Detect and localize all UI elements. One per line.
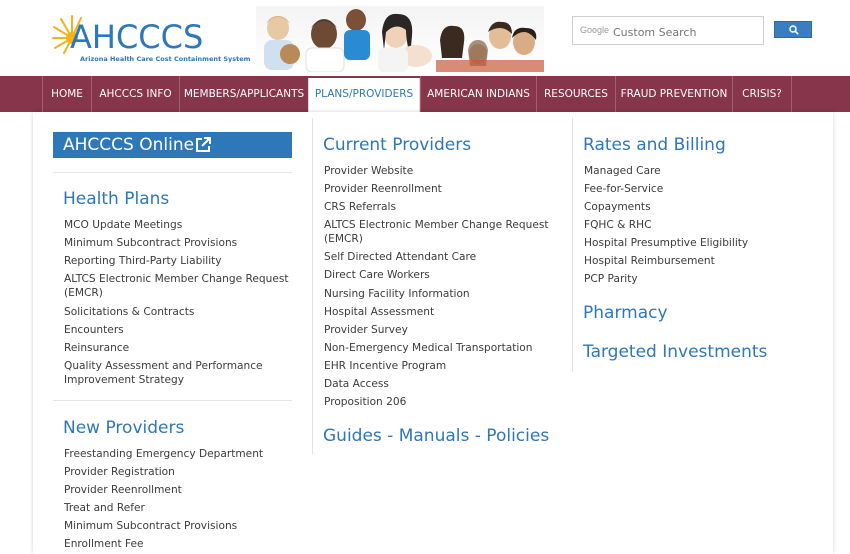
menu-link-self-directed-attendant-care[interactable]: Self Directed Attendant Care <box>324 251 477 263</box>
menu-link-provider-reenrollment[interactable]: Provider Reenrollment <box>324 183 442 195</box>
ahcccs-online-button[interactable] <box>53 132 292 158</box>
menu-link-altcs-emcr[interactable]: ALTCS Electronic Member Change Request (EMCR) <box>324 219 549 245</box>
menu-link-proposition-206[interactable]: Proposition 206 <box>324 396 407 408</box>
menu-link-reinsurance[interactable]: Reinsurance <box>64 342 130 354</box>
menu-link-pcp-parity[interactable]: PCP Parity <box>584 273 638 285</box>
menu-link-quality-assessment[interactable]: Quality Assessment and Performance Improvement Strategy <box>64 360 263 386</box>
column-divider <box>312 118 313 454</box>
menu-link-copayments[interactable]: Copayments <box>584 201 651 213</box>
menu-link-provider-reenrollment[interactable]: Provider Reenrollment <box>64 484 182 496</box>
menu-link-fee-for-service[interactable]: Fee-for-Service <box>584 183 664 195</box>
column-divider <box>572 118 573 372</box>
main-nav <box>0 76 850 112</box>
site-header <box>0 0 850 76</box>
menu-link-ehr-incentive-program[interactable]: EHR Incentive Program <box>324 360 447 372</box>
menu-link-non-emergency-medical-transportation[interactable]: Non-Emergency Medical Transportation <box>324 342 533 354</box>
external-link-icon <box>195 137 211 153</box>
menu-link-provider-survey[interactable]: Provider Survey <box>324 324 408 336</box>
menu-link-provider-registration[interactable]: Provider Registration <box>64 466 175 478</box>
menu-link-mco-update-meetings[interactable]: MCO Update Meetings <box>64 219 183 231</box>
menu-link-data-access[interactable]: Data Access <box>324 378 389 390</box>
nav-item-fraud-prevention[interactable]: FRAUD PREVENTION <box>615 76 732 112</box>
menu-link-crs-referrals[interactable]: CRS Referrals <box>324 201 396 213</box>
nav-item-plans-providers[interactable]: PLANS/PROVIDERS <box>308 78 420 112</box>
guides-manuals-policies-heading[interactable]: Guides - Manuals - Policies <box>323 426 550 446</box>
menu-link-hospital-presumptive-eligibility[interactable]: Hospital Presumptive Eligibility <box>584 237 749 249</box>
menu-link-managed-care[interactable]: Managed Care <box>584 165 661 177</box>
menu-link-hospital-assessment[interactable]: Hospital Assessment <box>324 306 435 318</box>
menu-link-solicitations-contracts[interactable]: Solicitations & Contracts <box>64 306 195 318</box>
menu-link-provider-website[interactable]: Provider Website <box>324 165 414 177</box>
new-providers-heading[interactable]: New Providers <box>63 418 185 438</box>
menu-link-hospital-reimbursement[interactable]: Hospital Reimbursement <box>584 255 715 267</box>
menu-link-freestanding-emergency-department[interactable]: Freestanding Emergency Department <box>64 448 264 460</box>
menu-link-fqhc-rhc[interactable]: FQHC & RHC <box>584 219 652 231</box>
ahcccs-online-label: AHCCCS Online <box>63 135 195 155</box>
nav-item-members-applicants[interactable]: MEMBERS/APPLICANTS <box>179 76 308 112</box>
search-icon <box>789 25 799 35</box>
google-label: Google <box>580 25 610 35</box>
logo-tagline: Arizona Health Care Cost Containment System <box>80 55 251 63</box>
nav-item-crisis[interactable]: CRISIS? <box>732 76 792 112</box>
section-separator <box>53 400 292 401</box>
pharmacy-heading[interactable]: Pharmacy <box>583 303 668 323</box>
menu-link-treat-and-refer[interactable]: Treat and Refer <box>64 502 145 514</box>
section-separator <box>53 172 292 173</box>
logo-brand-text: AHCCCS <box>70 18 204 56</box>
family-photo-banner <box>256 6 544 72</box>
search-button[interactable] <box>774 21 812 38</box>
menu-link-minimum-subcontract-provisions[interactable]: Minimum Subcontract Provisions <box>64 520 238 532</box>
menu-link-direct-care-workers[interactable]: Direct Care Workers <box>324 269 430 281</box>
menu-link-minimum-subcontract-provisions[interactable]: Minimum Subcontract Provisions <box>64 237 238 249</box>
menu-link-reporting-third-party-liability[interactable]: Reporting Third-Party Liability <box>64 255 222 267</box>
health-plans-heading[interactable]: Health Plans <box>63 189 170 209</box>
search-box[interactable] <box>572 16 764 45</box>
nav-item-resources[interactable]: RESOURCES <box>536 76 615 112</box>
rates-and-billing-heading[interactable]: Rates and Billing <box>583 135 726 155</box>
ahcccs-logo[interactable] <box>52 14 251 64</box>
nav-item-home[interactable]: HOME <box>42 76 91 112</box>
current-providers-heading[interactable]: Current Providers <box>323 135 472 155</box>
targeted-investments-heading[interactable]: Targeted Investments <box>583 342 768 362</box>
menu-link-enrollment-fee[interactable]: Enrollment Fee <box>64 538 144 550</box>
menu-link-nursing-facility-information[interactable]: Nursing Facility Information <box>324 288 470 300</box>
nav-item-ahcccs-info[interactable]: AHCCCS INFO <box>91 76 179 112</box>
search-input[interactable] <box>613 24 761 40</box>
menu-link-altcs-emcr[interactable]: ALTCS Electronic Member Change Request (EMCR) <box>64 273 289 299</box>
nav-item-american-indians[interactable]: AMERICAN INDIANS <box>420 76 536 112</box>
menu-link-encounters[interactable]: Encounters <box>64 324 124 336</box>
